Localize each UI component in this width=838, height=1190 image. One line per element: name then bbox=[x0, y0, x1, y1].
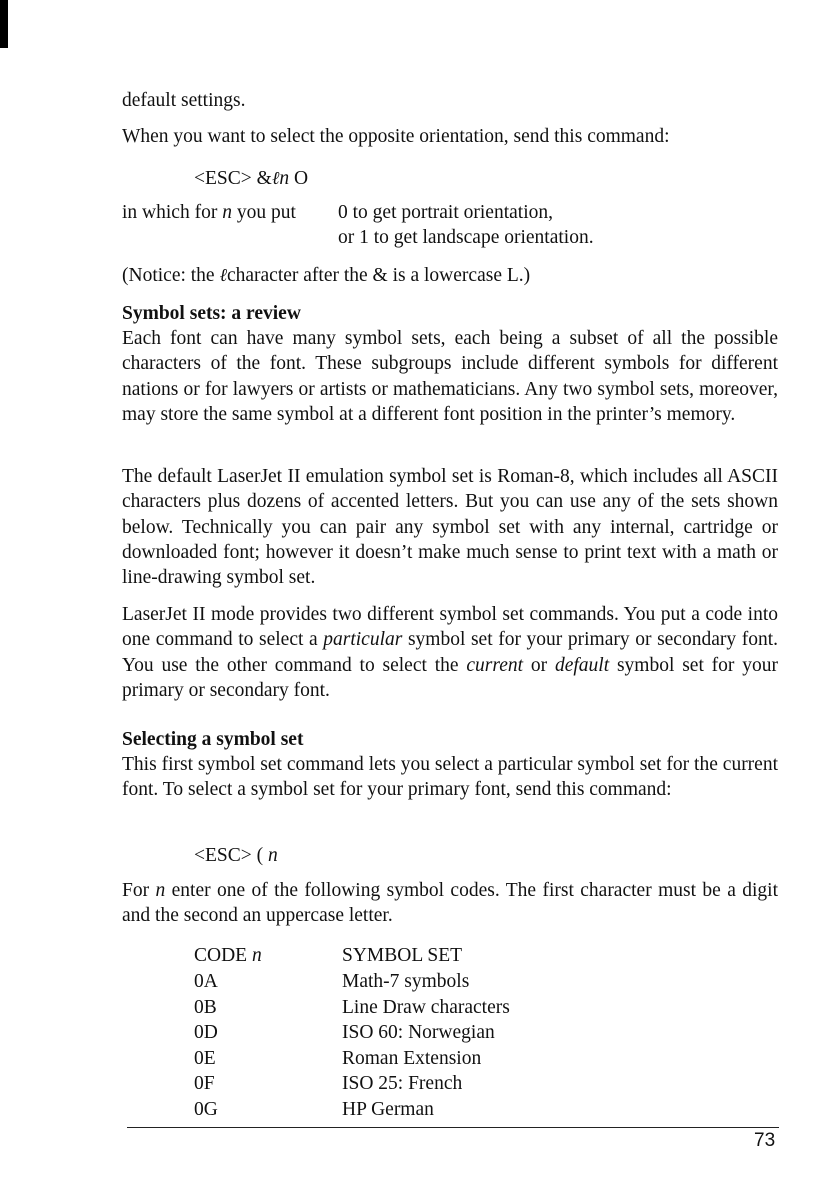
p3-default: default bbox=[554, 654, 610, 676]
row-symbol-set: ISO 60: Norwegian bbox=[342, 1022, 495, 1044]
paragraph-enter-code bbox=[122, 878, 778, 929]
p3-a: LaserJet II mode provides two different symbol set commands. You put a code into one command to select a bbox=[122, 604, 778, 651]
paragraph-first-command: This first symbol set command lets you select a particular symbol set for the current font. To select a symbol set for your primary font, send this command: bbox=[122, 754, 778, 801]
header-code-text: CODE bbox=[194, 945, 248, 966]
param-option-landscape: or 1 to get landscape orientation. bbox=[338, 227, 594, 248]
row-code: 0A bbox=[194, 971, 218, 992]
p3-current: current bbox=[466, 654, 524, 676]
param-lead-b: you put bbox=[231, 202, 296, 223]
n-param-2: n bbox=[268, 845, 278, 866]
param-lead bbox=[122, 201, 296, 225]
orientation-command bbox=[194, 166, 308, 191]
paragraph-symbol-sets: Each font can have many symbol sets, each being a subset of all the possible characters of the font. These subgroups include different symbols for different nations or for lawyers or artists or mathematicians. Any two symbol sets, moreover, may store the same symbol at a different font position in the printer’s memory. bbox=[122, 328, 778, 425]
param-option-portrait: 0 to get portrait orientation, bbox=[338, 202, 553, 223]
header-code-n: n bbox=[251, 945, 262, 966]
paragraph-two-commands bbox=[122, 602, 778, 703]
row-code: 0F bbox=[194, 1073, 215, 1095]
scan-edge-mark bbox=[0, 0, 8, 48]
p3-or: or bbox=[523, 654, 555, 676]
row-code: 0B bbox=[194, 996, 217, 1018]
row-code: 0G bbox=[194, 1099, 218, 1120]
symbol-set-command bbox=[194, 843, 278, 868]
param-lead-a: in which for bbox=[122, 202, 223, 223]
paragraph-default-roman8: The default LaserJet II emulation symbol set is Roman-8, which includes all ASCII characters plus dozens of accented letters. But you can use any of the sets shown below. Technically you can pair any symbol set with any internal, cartridge or downloaded font; however it doesn’t make much sense to print text with a math or line-drawing symbol set. bbox=[122, 466, 778, 589]
amp-token: & bbox=[256, 168, 272, 189]
row-code: 0D bbox=[194, 1022, 218, 1044]
row-symbol-set: HP German bbox=[342, 1099, 434, 1120]
footer-rule bbox=[127, 1127, 779, 1128]
heading-selecting-symbol-set: Selecting a symbol set bbox=[122, 729, 304, 750]
page-number: 73 bbox=[754, 1130, 776, 1151]
notice-line bbox=[122, 264, 530, 288]
p3-particular: particular bbox=[323, 629, 403, 651]
esc-token-2: <ESC> bbox=[194, 845, 252, 866]
notice-ell-glyph: ℓ bbox=[219, 265, 227, 286]
p3-b: symbol set for your primary or secondary font. You use the other command to select the bbox=[122, 629, 778, 676]
param-n: n bbox=[222, 202, 232, 223]
row-code: 0E bbox=[194, 1047, 216, 1069]
p2-a: For bbox=[122, 880, 156, 901]
paren-token: ( bbox=[256, 845, 264, 866]
orientation-intro: When you want to select the opposite orientation, send this command: bbox=[122, 126, 670, 147]
notice-a: (Notice: the bbox=[122, 265, 220, 286]
notice-b: character after the & is a lowercase L.) bbox=[226, 265, 531, 286]
orientation-letter: O bbox=[293, 168, 309, 189]
row-symbol-set: Line Draw characters bbox=[342, 996, 510, 1018]
row-symbol-set: Roman Extension bbox=[342, 1047, 482, 1069]
row-symbol-set: Math-7 symbols bbox=[342, 971, 470, 992]
header-symbol-set: SYMBOL SET bbox=[342, 945, 463, 966]
row-symbol-set: ISO 25: French bbox=[342, 1073, 463, 1095]
heading-symbol-sets-review: Symbol sets: a review bbox=[122, 303, 301, 324]
header-code bbox=[194, 944, 262, 968]
n-param: n bbox=[279, 168, 290, 189]
intro-line: default settings. bbox=[122, 90, 246, 111]
p2-b: enter one of the following symbol codes. The first character must be a digit and the second an uppercase letter. bbox=[122, 880, 778, 927]
p3-c: symbol set for your primary or secondary font. bbox=[122, 654, 778, 701]
p2-n: n bbox=[155, 880, 166, 901]
ell-glyph: ℓ bbox=[271, 168, 280, 189]
esc-token: <ESC> bbox=[194, 168, 252, 189]
